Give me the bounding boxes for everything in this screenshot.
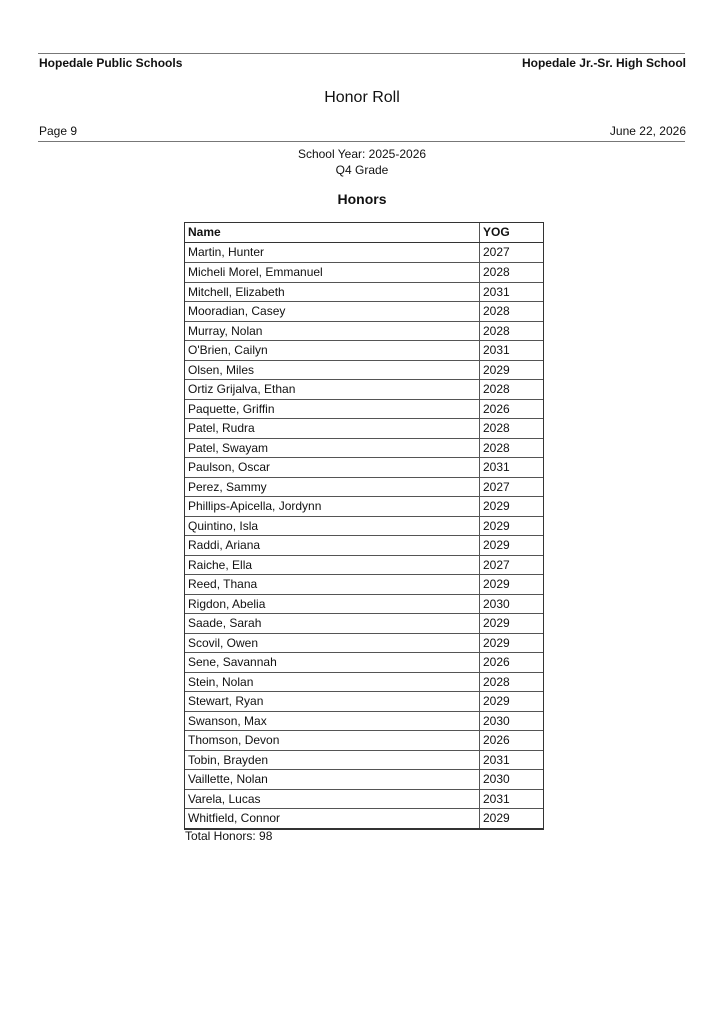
student-yog: 2031 bbox=[483, 752, 510, 767]
table-row bbox=[185, 379, 543, 399]
report-title: Honor Roll bbox=[324, 89, 400, 106]
student-yog: 2031 bbox=[483, 284, 510, 299]
student-yog: 2031 bbox=[483, 460, 510, 474]
student-name: Paquette, Griffin bbox=[185, 400, 480, 419]
student-name: Murray, Nolan bbox=[185, 322, 480, 341]
table-row bbox=[185, 516, 543, 536]
student-yog: 2028 bbox=[483, 421, 510, 435]
student-name: Saade, Sarah bbox=[185, 614, 480, 633]
student-name: Olsen, Miles bbox=[185, 361, 480, 380]
table-row bbox=[185, 555, 543, 575]
student-yog: 2029 bbox=[483, 518, 510, 533]
student-yog: 2031 bbox=[483, 343, 510, 357]
grade-label: Q4 Grade bbox=[335, 163, 389, 177]
student-yog: 2030 bbox=[483, 713, 510, 728]
student-yog: 2031 bbox=[483, 791, 510, 806]
student-yog: 2029 bbox=[483, 811, 510, 825]
student-name: Patel, Swayam bbox=[185, 439, 480, 458]
table-row bbox=[185, 282, 543, 302]
student-name: Rigdon, Abelia bbox=[185, 595, 480, 614]
student-yog: 2028 bbox=[483, 323, 510, 338]
student-yog: 2028 bbox=[483, 304, 510, 318]
student-name: Raddi, Ariana bbox=[185, 536, 480, 555]
header-top-rule bbox=[38, 53, 685, 54]
student-yog: 2029 bbox=[483, 499, 510, 513]
student-yog: 2030 bbox=[483, 772, 510, 786]
student-name: Ortiz Grijalva, Ethan bbox=[185, 380, 480, 399]
table-row bbox=[185, 496, 543, 516]
student-yog: 2026 bbox=[483, 733, 510, 747]
table-row bbox=[185, 789, 543, 809]
table-row bbox=[185, 750, 543, 770]
student-name: Quintino, Isla bbox=[185, 517, 480, 536]
student-yog: 2027 bbox=[483, 244, 510, 259]
honor-roll-table bbox=[184, 222, 544, 830]
table-row bbox=[185, 399, 543, 419]
student-yog: 2030 bbox=[483, 596, 510, 611]
table-row bbox=[185, 340, 543, 360]
student-yog: 2026 bbox=[483, 655, 510, 669]
header-bottom-rule bbox=[38, 141, 685, 142]
student-name: Raiche, Ella bbox=[185, 556, 480, 575]
table-body bbox=[185, 243, 543, 829]
district-name: Hopedale Public Schools bbox=[39, 56, 183, 70]
table-row bbox=[185, 477, 543, 497]
student-name: Mitchell, Elizabeth bbox=[185, 283, 480, 302]
school-year: School Year: 2025-2026 bbox=[297, 147, 427, 161]
table-row bbox=[185, 691, 543, 711]
student-yog: 2028 bbox=[483, 382, 510, 396]
student-yog: 2026 bbox=[483, 401, 510, 416]
student-yog: 2027 bbox=[483, 557, 510, 572]
total-honors: Total Honors: 98 bbox=[185, 829, 273, 843]
table-row bbox=[185, 574, 543, 594]
student-yog: 2029 bbox=[483, 616, 510, 630]
student-name: Stewart, Ryan bbox=[185, 692, 480, 711]
student-name: Swanson, Max bbox=[185, 712, 480, 731]
student-name: Reed, Thana bbox=[185, 575, 480, 594]
student-name: Varela, Lucas bbox=[185, 790, 480, 809]
table-row bbox=[185, 262, 543, 282]
column-header-name: Name bbox=[185, 223, 480, 242]
table-row bbox=[185, 633, 543, 653]
column-header-yog: YOG bbox=[483, 225, 510, 239]
student-name: Stein, Nolan bbox=[185, 673, 480, 692]
student-yog: 2029 bbox=[483, 694, 510, 708]
table-row bbox=[185, 730, 543, 750]
table-row bbox=[185, 418, 543, 438]
student-yog: 2028 bbox=[483, 440, 510, 455]
student-name: Vaillette, Nolan bbox=[185, 770, 480, 789]
student-yog: 2027 bbox=[483, 479, 510, 494]
student-yog: 2029 bbox=[483, 362, 510, 377]
student-yog: 2028 bbox=[483, 674, 510, 689]
student-name: Whitfield, Connor bbox=[185, 809, 480, 828]
table-header-row bbox=[185, 223, 543, 243]
student-yog: 2028 bbox=[483, 265, 510, 279]
student-name: Perez, Sammy bbox=[185, 478, 480, 497]
table-row bbox=[185, 808, 543, 828]
table-row bbox=[185, 769, 543, 789]
student-name: Thomson, Devon bbox=[185, 731, 480, 750]
report-date: June 22, 2026 bbox=[609, 124, 686, 138]
student-name: Tobin, Brayden bbox=[185, 751, 480, 770]
student-name: Mooradian, Casey bbox=[185, 302, 480, 321]
page-number: Page 9 bbox=[39, 124, 78, 138]
student-name: Patel, Rudra bbox=[185, 419, 480, 438]
table-row bbox=[185, 438, 543, 458]
student-name: Phillips-Apicella, Jordynn bbox=[185, 497, 480, 516]
table-row bbox=[185, 457, 543, 477]
table-row bbox=[185, 594, 543, 614]
table-row bbox=[185, 301, 543, 321]
section-title: Honors bbox=[337, 191, 387, 207]
student-name: Scovil, Owen bbox=[185, 634, 480, 653]
student-yog: 2029 bbox=[483, 577, 510, 591]
table-row bbox=[185, 360, 543, 380]
table-row bbox=[185, 535, 543, 555]
table-row bbox=[185, 672, 543, 692]
table-row bbox=[185, 652, 543, 672]
table-row bbox=[185, 711, 543, 731]
student-name: Micheli Morel, Emmanuel bbox=[185, 263, 480, 282]
student-name: Paulson, Oscar bbox=[185, 458, 480, 477]
student-yog: 2029 bbox=[483, 538, 510, 552]
student-name: Sene, Savannah bbox=[185, 653, 480, 672]
table-row bbox=[185, 243, 543, 263]
student-name: Martin, Hunter bbox=[185, 243, 480, 263]
table-row bbox=[185, 321, 543, 341]
table-row bbox=[185, 613, 543, 633]
school-name: Hopedale Jr.-Sr. High School bbox=[521, 56, 686, 70]
student-name: O'Brien, Cailyn bbox=[185, 341, 480, 360]
student-yog: 2029 bbox=[483, 635, 510, 650]
